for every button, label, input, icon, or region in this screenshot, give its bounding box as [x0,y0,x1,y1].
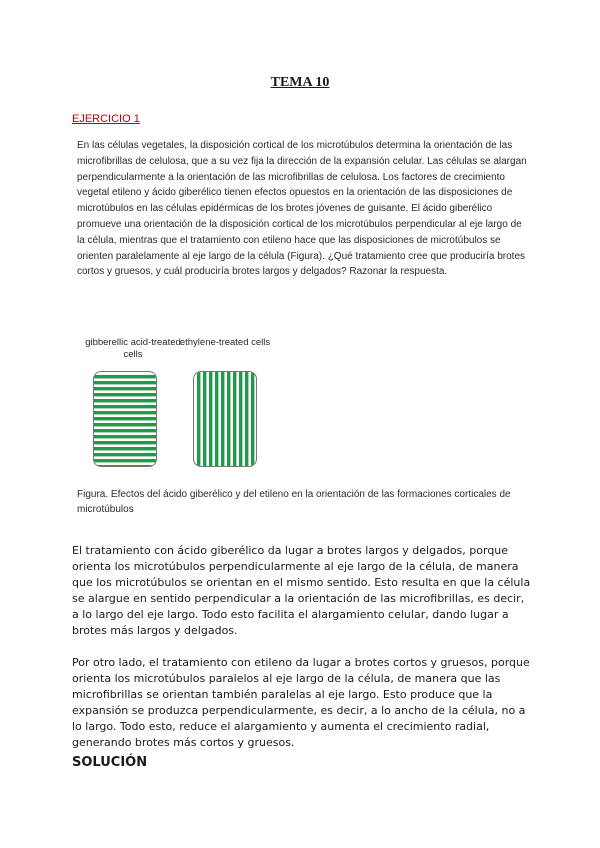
ethylene-label: ethylene-treated cells [179,337,271,348]
gibberellic-label: gibberellic acid-treated cells [85,337,181,360]
microtubule-stripe [94,417,156,420]
microtubule-stripe [94,435,156,438]
microtubule-stripe [94,411,156,414]
microtubule-stripe [94,423,156,426]
microtubule-stripe [94,453,156,456]
microtubule-stripe [197,372,200,466]
microtubule-stripe [215,372,218,466]
microtubule-stripe [94,393,156,396]
microtubule-stripe [233,372,236,466]
microtubule-stripe [227,372,230,466]
microtubule-stripe [94,405,156,408]
horizontal-microtubules-graphic [94,372,156,466]
microtubule-stripe [94,447,156,450]
microtubule-stripe [203,372,206,466]
microtubule-stripe [94,387,156,390]
figure-caption: Figura. Efectos del ácido giberélico y del etileno en la orientación de las formaciones corticales de microtúbulos [77,489,511,515]
microtubule-stripe [94,429,156,432]
page-title: TEMA 10 [270,75,330,90]
exercise-statement: En las células vegetales, la disposición cortical de los microtúbulos determina la orientación de las microfibrillas de celulosa, que a su vez fija la dirección de la expansión celular. Las células se alargan perpendicularmente a la orientación de las microfibrillas de celulosa. Los factores de crecimiento vegetal etileno y ácido giberélico tienen efectos opuestos en la orientación de las disposiciones de microtúbulos en las células epidérmicas de los brotes jóvenes de guisante. El ácido giberélico promueve una orientación de la disposición cortical de los microtúbulos perpendicular al eje largo de la célula, mientras que el tratamiento con etileno hace que las disposiciones de microtúbulos se orienten paralelamente al eje largo de la célula (Figura). ¿Qué tratamiento cree que produciría brotes cortos y gruesos, y cuál produciría brotes largos y delgados? Razonar la respuesta. [77,140,527,278]
answer-paragraph-2: Por otro lado, el tratamiento con etileno da lugar a brotes cortos y gruesos, porque orienta los microtúbulos paralelos al eje largo de la célula, de manera que las microfibrillas se orientan también paralelas al eje largo. Esto produce que la expansión se produzca perpendicularmente, es decir, a lo ancho de la célula, no a lo largo. Todo esto, reduce el alargamiento y aumenta el crecimiento radial, generando brotes más cortos y gruesos. [72,656,530,749]
solution-heading: SOLUCIÓN [72,755,148,770]
microtubule-stripe [94,465,156,466]
microtubule-stripe [245,372,248,466]
microtubule-stripe [251,372,254,466]
microtubule-stripe [94,441,156,444]
gibberellic-cell-diagram [93,371,157,467]
microtubule-stripe [94,375,156,378]
microtubule-stripe [94,459,156,462]
microtubule-stripe [94,381,156,384]
ethylene-cell-diagram [193,371,257,467]
microtubule-stripe [209,372,212,466]
exercise-label: EJERCICIO 1 [72,113,140,125]
microtubule-stripe [221,372,224,466]
answer-paragraph-1: El tratamiento con ácido giberélico da lugar a brotes largos y delgados, porque orienta los microtúbulos perpendicularmente al eje largo de la célula, de manera que los microtúbulos se orientan en el mismo sentido. Esto resulta en que la célula se alargue en sentido perpendicular a la orientación de las microfibrillas, es decir, a lo largo del eje largo. Todo esto facilita el alargamiento celular, dando lugar a brotes más largos y delgados. [72,544,531,637]
microtubule-stripe [239,372,242,466]
microtubule-stripe [94,399,156,402]
vertical-microtubules-graphic [194,372,256,466]
